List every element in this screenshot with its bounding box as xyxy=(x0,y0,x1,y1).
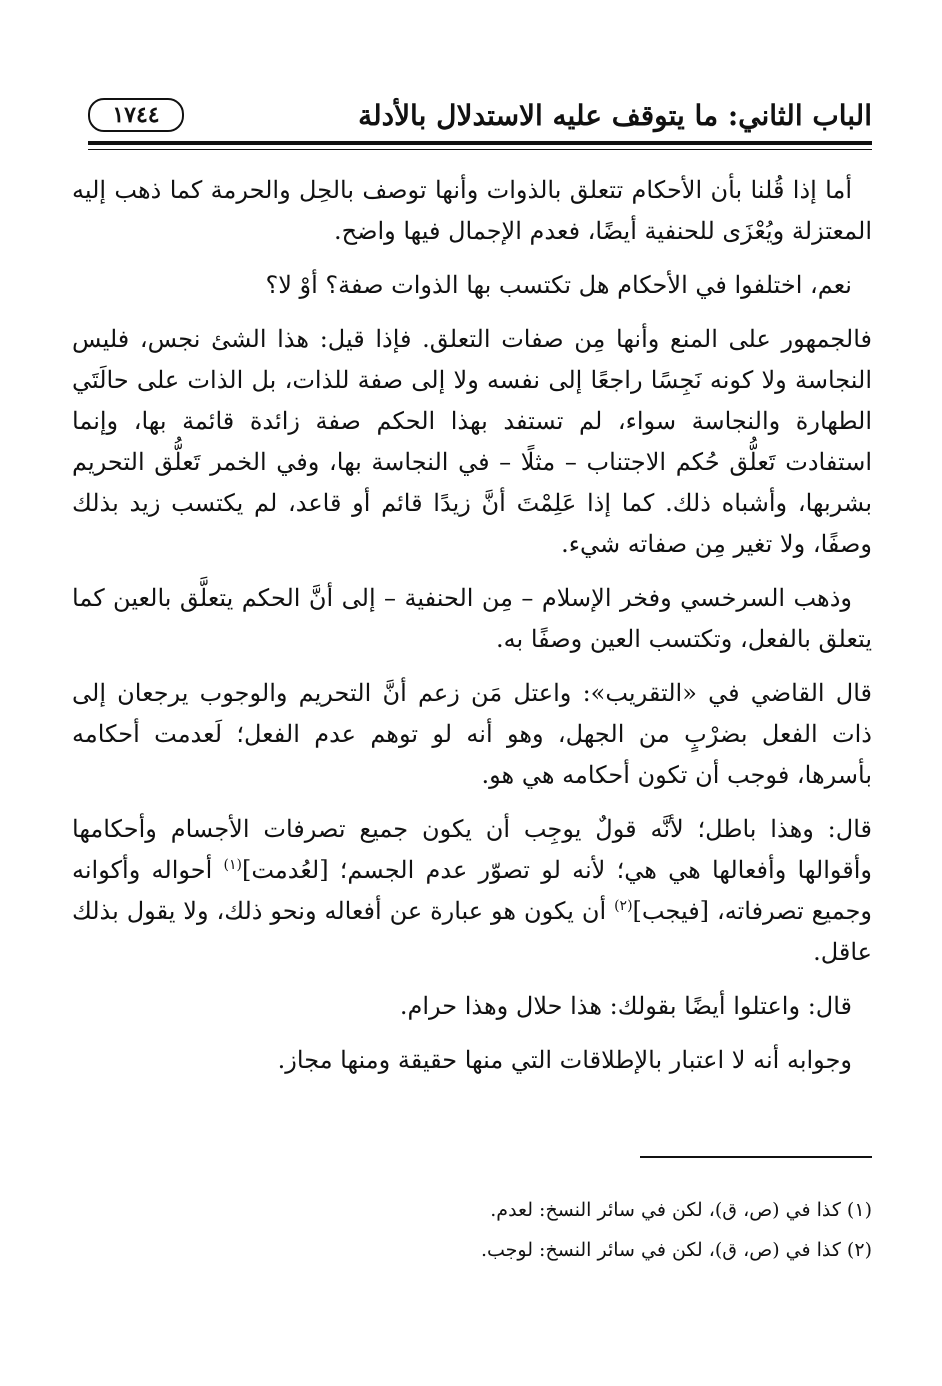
footnote-separator xyxy=(640,1156,872,1158)
paragraph-2: نعم، اختلفوا في الأحكام هل تكتسب بها الذوات صفة؟ أوْ لا؟ xyxy=(265,271,852,299)
paragraph-5: قال القاضي في «التقريب»: واعتل مَن زعم أنَّ التحريم والوجوب يرجعان إلى ذات الفعل بضرْبٍ من الجهل، وهو أنه لو توهم عدم الفعل؛ لَعدمت أحكامه بأسرها، فوجب أن تكون أحكامه هي هو. xyxy=(72,679,872,789)
paragraph-3: فالجمهور على المنع وأنها مِن صفات التعلق. فإذا قيل: هذا الشئ نجس، فليس النجاسة ولا كونه نَجِسًا راجعًا إلى نفسه ولا إلى صفة للذات، بل الذات على حالَتَي الطهارة والنجاسة سواء، لم تستفد بهذا الحكم صفة زائدة قائمة بها، وإنما استفادت تَعلُّق حُكم الاجتناب – مثلًا – في النجاسة بها، وفي الخمر تَعلُّق التحريم بشربها، وأشباه ذلك. كما إذا عَلِمْتَ أنَّ زيدًا قائم أو قاعد، لم يكتسب زيد بذلك وصفًا، ولا تغير مِن صفاته شيء. xyxy=(72,325,872,558)
page-number-badge: ١٧٤٤ xyxy=(88,98,184,132)
paragraph-8: وجوابه أنه لا اعتبار بالإطلاقات التي منها حقيقة ومنها مجاز. xyxy=(277,1046,852,1074)
paragraph-6 xyxy=(72,809,872,973)
paragraph-1: أما إذا قُلنا بأن الأحكام تتعلق بالذوات وأنها توصف بالحِل والحرمة كما ذهب إليه المعتزلة ويُعْزَى للحنفية أيضًا، فعدم الإجمال فيها واضح. xyxy=(72,176,872,245)
header-rule-thin xyxy=(88,149,872,150)
footnote-ref-2[interactable]: (٢) xyxy=(614,898,633,914)
paragraph-6-part-2: أحواله وأكوانه وجميع تصرفاته، [فيجب] xyxy=(72,856,873,925)
paragraph-6-part-1: قال: وهذا باطل؛ لأنَّه قولٌ يوجِب أن يكون جميع تصرفات الأجسام وأحكامها وأقوالها وأفعالها هي هي؛ لأنه لو تصوّر عدم الجسم؛ [لعُدمت] xyxy=(72,815,872,884)
paragraph-4: وذهب السرخسي وفخر الإسلام – مِن الحنفية – إلى أنَّ الحكم يتعلَّق بالعين كما يتعلق بالفعل، وتكتسب العين وصفًا به. xyxy=(72,584,872,653)
chapter-title: الباب الثاني: ما يتوقف عليه الاستدلال بالأدلة xyxy=(358,99,872,132)
paragraph-6-part-3: أن يكون هو عبارة عن أفعاله ونحو ذلك، ولا يقول بذلك عاقل. xyxy=(72,897,872,966)
paragraph-7: قال: واعتلوا أيضًا بقولك: هذا حلال وهذا حرام. xyxy=(399,992,852,1020)
header-rule-thick xyxy=(88,141,872,145)
footnotes xyxy=(72,1190,872,1270)
footnote-ref-1[interactable]: (١) xyxy=(223,857,242,873)
footnote-1: (١) كذا في (ص، ق)، لكن في سائر النسخ: لعدم. xyxy=(490,1199,872,1221)
footnote-2: (٢) كذا في (ص، ق)، لكن في سائر النسخ: لوجب. xyxy=(480,1239,872,1261)
main-text xyxy=(72,170,872,1094)
page-header xyxy=(88,96,872,138)
